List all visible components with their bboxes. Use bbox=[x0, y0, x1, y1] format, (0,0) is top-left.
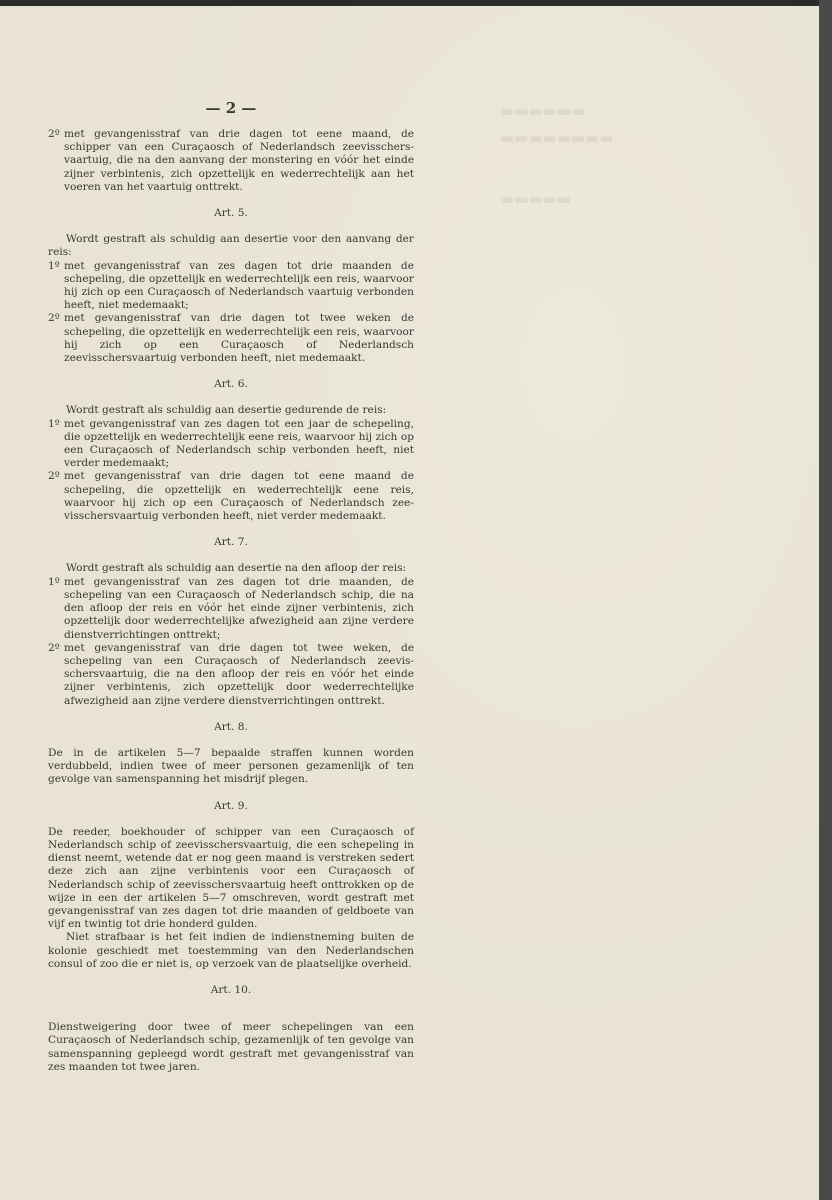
article-6-heading: Art. 6. bbox=[214, 378, 248, 391]
article-6-item-2 bbox=[48, 470, 414, 523]
intro-item bbox=[48, 128, 414, 194]
item-text: met gevangenisstraf van drie dagen tot twee weken, de schepeling van een Curaçaosch of Nederlandsch zeevisschersvaartuig, die na den afloop der reis en vóór het einde zijner verbintenis, zich opzettelijk door wederrechtelijke afwezigheid aan zijne verdere dienstverrichtingen onttrekt. bbox=[64, 641, 414, 707]
item-text: met gevangenisstraf van drie dagen tot twee weken de schepeling, die opzettelijk en wederrechtelijk een reis, waarvoor hij zich op een Curaçaosch of Nederlandsch zeevisschersvaartuig verbonden heeft, niet medemaakt. bbox=[64, 312, 414, 365]
item-number: 2º bbox=[48, 128, 60, 140]
article-7-heading: Art. 7. bbox=[214, 536, 248, 549]
article-5-item-1 bbox=[48, 260, 414, 313]
article-9-text-2: Niet strafbaar is het feit indien de indienstneming buiten de kolonie geschiedt met toestemming van den Nederlandschen consul of zoo die er niet is, op verzoek van de plaatselijke overheid. bbox=[48, 931, 414, 970]
article-8-heading: Art. 8. bbox=[214, 720, 248, 733]
article-5-item-2 bbox=[48, 312, 414, 365]
article-9-text-1: De reeder, boekhouder of schipper van een Curaçaosch of Nederlandsch schip of zeevisschersvaartuig, die een schepeling in dienst neemt, wetende dat er nog geen maand is verstreken sedert deze zich aan zijne verbintenis voor een Curaçaosch of Nederlandsch schip of zeevisschersvaartuig heeft onttrokken op de wijze in een der artikelen 5—7 omschreven, wordt gestraft met gevangenisstraf van zes dagen tot drie maanden of geldboete van vijf en twintig tot drie honderd gulden. bbox=[48, 825, 414, 931]
article-7-item-1 bbox=[48, 576, 414, 642]
item-text: met gevangenisstraf van zes dagen tot drie maanden de schepeling, die opzettelijk en wederrechtelijk een reis, waarvoor hij zich op een Curaçaosch of Nederlandsch vaartuig verbonden heeft, niet medemaakt; bbox=[64, 259, 414, 312]
item-text: met gevangenisstraf van drie dagen tot eene maand, de schipper van een Curaçaosch of Nederlandsch zeevisschersvaartuig, die na den aanvang der monstering en vóór het einde zijner verbintenis, zich opzettelijk en wederrechtelijk aan het voeren van het vaartuig onttrekt. bbox=[64, 128, 414, 193]
document-body bbox=[48, 97, 414, 1074]
article-10-heading: Art. 10. bbox=[210, 983, 252, 996]
item-number: 2º bbox=[48, 470, 60, 483]
article-7-lead: Wordt gestraft als schuldig aan desertie na den afloop der reis: bbox=[66, 562, 407, 575]
article-10-text: Dienstweigering door twee of meer schepelingen van een Curaçaosch of Nederlandsch schip, gezamenlijk of ten gevolge van samenspanning gepleegd wordt gestraft met gevangenisstraf van zes maanden tot twee jaren. bbox=[48, 1021, 414, 1073]
article-8-text: De in de artikelen 5—7 bepaalde straffen kunnen worden verdubbeld, indien twee of meer personen gezamenlijk of ten gevolge van samenspanning het misdrijf plegen. bbox=[48, 746, 414, 786]
article-6-item-1 bbox=[48, 418, 414, 471]
article-9-heading: Art. 9. bbox=[214, 799, 248, 812]
item-number: 1º bbox=[48, 575, 60, 588]
item-number: 2º bbox=[48, 641, 60, 654]
page-number: — 2 — bbox=[205, 99, 257, 117]
item-number: 1º bbox=[48, 259, 60, 272]
article-5-lead: Wordt gestraft als schuldig aan desertie voor den aanvang der reis: bbox=[48, 233, 414, 259]
item-text: met gevangenisstraf van zes dagen tot drie maanden, de schepeling van een Curaçaosch of Nederlandsch schip, die na den afloop der reis en vóór het einde zijner verbintenis, zich opzettelijk door wederrechtelijke afwezigheid aan zijne verdere dienstverrichtingen onttrekt; bbox=[64, 575, 414, 641]
article-7-item-2 bbox=[48, 642, 414, 708]
item-number: 2º bbox=[48, 312, 60, 325]
article-5-heading: Art. 5. bbox=[214, 207, 248, 220]
article-6-lead: Wordt gestraft als schuldig aan desertie gedurende de reis: bbox=[66, 404, 387, 417]
item-number: 1º bbox=[48, 417, 60, 430]
show-through-bleed: ▬▬▬▬▬▬ ▬▬▬▬▬▬▬▬ ▬▬▬▬▬ bbox=[500, 102, 614, 208]
spacer bbox=[48, 1010, 414, 1021]
item-text: met gevangenisstraf van zes dagen tot een jaar de schepeling, die opzettelijk en wederrechtelijk eene reis, waarvoor hij zich op een Curaçaosch of Nederlandsch schip verbonden heeft, niet verder medemaakt; bbox=[64, 417, 414, 470]
item-text: met gevangenisstraf van drie dagen tot eene maand de schepeling, die opzettelijk en wederrechtelijk eene reis, waarvoor hij zich op een Curaçaosch of Nederlandsch zeevisschersvaartuig verbonden heeft, niet verder medemaakt. bbox=[64, 470, 414, 523]
scan-right-border bbox=[819, 0, 832, 1200]
